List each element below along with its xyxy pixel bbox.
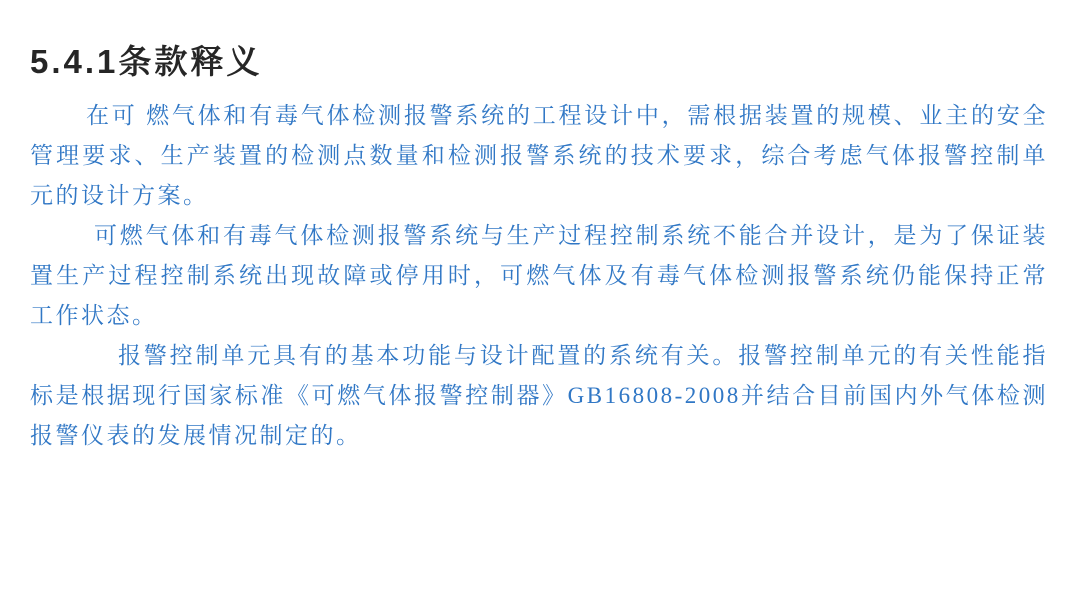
paragraph-clause-context: 在可 燃气体和有毒气体检测报警系统的工程设计中，需根据装置的规模、业主的安全管理要求、生产装置的检测点数量和检测报警系统的技术要求，综合考虑气体报警控制单元的设计方案。 (30, 103, 1048, 208)
paragraph-alarm-control-unit-standard: 报警控制单元具有的基本功能与设计配置的系统有关。报警控制单元的有关性能指标是根据现行国家标准《可燃气体报警控制器》GB16808-2008并结合目前国内外气体检测报警仪表的发展情况制定的。 (30, 343, 1048, 448)
paragraph-separate-design-reason: 可燃气体和有毒气体检测报警系统与生产过程控制系统不能合并设计，是为了保证装置生产过程控制系统出现故障或停用时，可燃气体及有毒气体检测报警系统仍能保持正常工作状态。 (30, 223, 1048, 328)
page-title: 5.4.1条款释义 (30, 43, 263, 81)
slide-body (30, 96, 1048, 456)
